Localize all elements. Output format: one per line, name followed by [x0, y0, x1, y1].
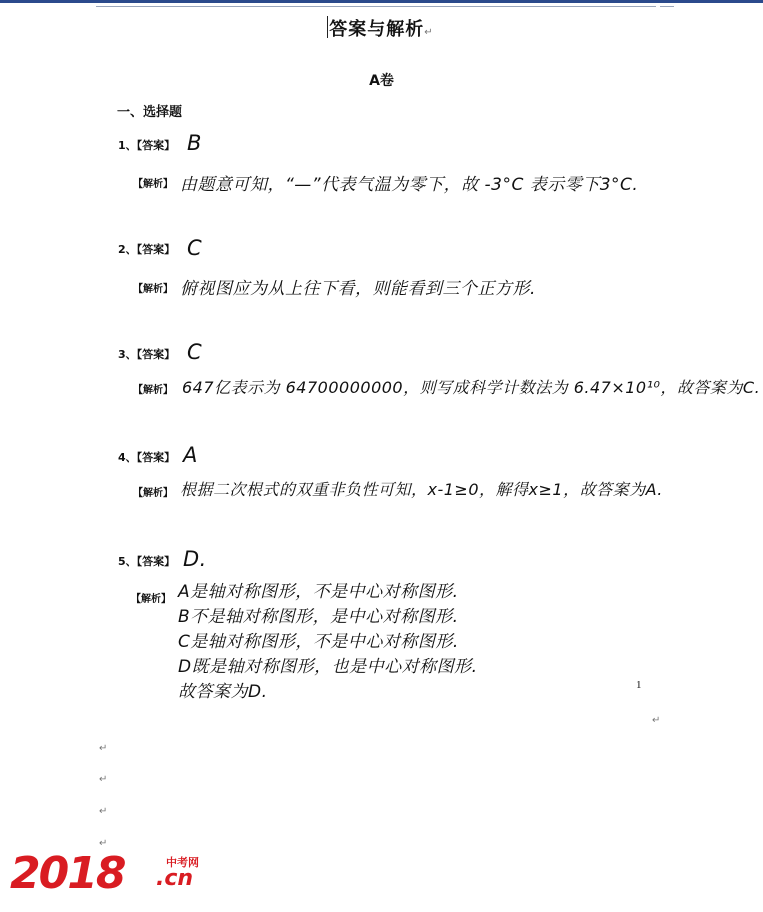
analysis-line: C是轴对称图形，不是中心对称图形.	[178, 632, 459, 652]
paragraph-mark[interactable]: ↵	[99, 806, 108, 817]
question-3-analysis-label: 【解析】	[133, 385, 173, 396]
question-1-label: 1、【答案】	[118, 139, 176, 152]
analysis-line: B不是轴对称图形，是中心对称图形.	[178, 607, 459, 627]
question-4-label: 4、【答案】	[118, 451, 176, 464]
site-logo	[10, 850, 210, 900]
paragraph-mark: ↵	[424, 27, 434, 38]
logo-number: 2018	[10, 848, 125, 899]
logo-tag: 中考网	[166, 856, 199, 869]
paragraph-mark[interactable]: ↵	[99, 743, 108, 754]
question-5-analysis	[178, 580, 478, 705]
question-4-analysis: 根据二次根式的双重非负性可知，x-1≥0，解得x≥1，故答案为A.	[180, 480, 663, 499]
question-1-analysis-label: 【解析】	[133, 179, 173, 190]
logo-domain: .cn	[156, 866, 194, 891]
paragraph-mark[interactable]: ↵	[99, 838, 108, 849]
question-3-label: 3、【答案】	[118, 348, 176, 361]
page-number: 1	[636, 679, 642, 691]
question-5-label: 5、【答案】	[118, 555, 176, 568]
analysis-line: 故答案为D.	[178, 682, 268, 702]
question-2-label: 2、【答案】	[118, 243, 176, 256]
analysis-line: D既是轴对称图形，也是中心对称图形.	[178, 657, 478, 677]
question-3-analysis: 647亿表示为 64700000000，则写成科学计数法为 6.47×10¹⁰，故答案为C.	[182, 378, 761, 397]
question-4-answer: A	[183, 443, 198, 467]
header-rule	[96, 6, 656, 7]
question-1-analysis: 由题意可知，“—”代表气温为零下，故 -3°C 表示零下3°C.	[180, 175, 639, 195]
document-title[interactable]: 答案与解析↵	[329, 19, 434, 40]
paragraph-mark[interactable]: ↵	[99, 774, 108, 785]
window-top-bar	[0, 0, 763, 3]
question-3-answer: C	[187, 340, 203, 364]
question-5-answer: D.	[183, 547, 207, 571]
part-title: 一、选择题	[117, 105, 183, 120]
question-5-analysis-label: 【解析】	[131, 594, 171, 605]
question-2-analysis: 俯视图应为从上往下看，则能看到三个正方形.	[180, 279, 536, 299]
section-title: A卷	[369, 73, 394, 89]
paragraph-mark[interactable]: ↵	[652, 715, 661, 726]
analysis-line: A是轴对称图形，不是中心对称图形.	[178, 582, 459, 602]
question-2-analysis-label: 【解析】	[133, 284, 173, 295]
question-1-answer: B	[187, 131, 202, 155]
header-rule-end	[660, 6, 674, 7]
question-4-analysis-label: 【解析】	[133, 488, 173, 499]
question-2-answer: C	[187, 236, 203, 260]
